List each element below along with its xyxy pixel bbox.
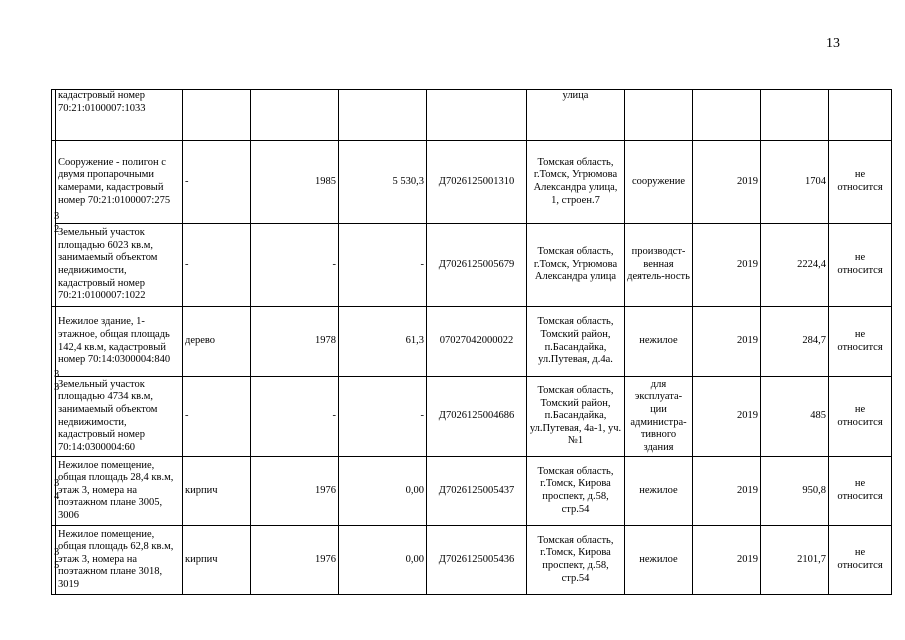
row-number-cell: 34: [52, 457, 56, 526]
inventory-number-cell: Д7026125005679: [427, 224, 527, 307]
note-cell: не относится: [829, 224, 892, 307]
registration-year-cell: 2019: [693, 307, 761, 377]
table-row: [52, 141, 892, 224]
material-cell: [183, 90, 251, 141]
purpose-cell: производст-венная деятель-ность: [625, 224, 693, 307]
purpose-cell: [625, 90, 693, 141]
year-cell: 1985: [251, 141, 339, 224]
year-cell: -: [251, 377, 339, 457]
book-value-cell: 5 530,3: [339, 141, 427, 224]
year-cell: 1976: [251, 457, 339, 526]
price-cell: 2101,7: [761, 526, 829, 595]
note-cell: не относится: [829, 307, 892, 377]
note-cell: не относится: [829, 141, 892, 224]
note-cell: не относится: [829, 526, 892, 595]
registration-year-cell: 2019: [693, 457, 761, 526]
purpose-cell: для эксплуата-ции администра-тивного здания: [625, 377, 693, 457]
inventory-number-cell: Д7026125004686: [427, 377, 527, 457]
material-cell: -: [183, 141, 251, 224]
address-cell: улица: [527, 90, 625, 141]
price-cell: 2224,4: [761, 224, 829, 307]
object-name-cell: Сооружение - полигон с двумя пропарочными камерами, кадастровый номер 70:21:0100007:275: [56, 141, 183, 224]
row-number-cell: 35: [52, 526, 56, 595]
price-cell: 950,8: [761, 457, 829, 526]
property-registry-table: [51, 89, 892, 595]
material-cell: кирпич: [183, 457, 251, 526]
object-name: кадастровый номер 70:21:0100007:1033: [58, 90, 146, 114]
object-name-cell: Нежилое здание, 1-этажное, общая площадь 142,4 кв.м, кадастровый номер 70:14:0300004:840: [56, 307, 183, 377]
purpose-cell: нежилое: [625, 457, 693, 526]
price-cell: [761, 90, 829, 141]
book-value-cell: -: [339, 377, 427, 457]
table-row: [52, 90, 892, 141]
note-cell: [829, 90, 892, 141]
material-cell: -: [183, 377, 251, 457]
inventory-number-cell: Д7026125001310: [427, 141, 527, 224]
address-cell: Томская область, Томский район, п.Басандайка, ул.Путевая, д.4а.: [527, 307, 625, 377]
inventory-number-cell: Д7026125005436: [427, 526, 527, 595]
page-number: 13: [826, 36, 840, 51]
address-cell: Томская область, г.Томск, Кирова проспект, д.58, стр.54: [527, 457, 625, 526]
row-number-cell: 32: [52, 141, 56, 307]
object-name-cell: Нежилое помещение, общая площадь 28,4 кв.м, этаж 3, номера на поэтажном плане 3005, 3006: [56, 457, 183, 526]
book-value-cell: 61,3: [339, 307, 427, 377]
inventory-number-cell: [427, 90, 527, 141]
material-cell: -: [183, 224, 251, 307]
object-name-cell: Нежилое помещение, общая площадь 62,8 кв.м, этаж 3, номера на поэтажном плане 3018, 3019: [56, 526, 183, 595]
purpose-cell: нежилое: [625, 526, 693, 595]
object-name-cell: [56, 90, 183, 141]
address-cell: Томская область, г.Томск, Кирова проспект, д.58, стр.54: [527, 526, 625, 595]
note-cell: не относится: [829, 377, 892, 457]
address-cell: Томская область, Томский район, п.Басандайка, ул.Путевая, 4а-1, уч.№1: [527, 377, 625, 457]
table-row: [52, 457, 892, 526]
book-value-cell: [339, 90, 427, 141]
table-row: [52, 307, 892, 377]
table-row: [52, 224, 892, 307]
material-cell: кирпич: [183, 526, 251, 595]
table-row: [52, 377, 892, 457]
material-cell: дерево: [183, 307, 251, 377]
address-cell: Томская область, г.Томск, Угрюмова Александра улица, 1, строен.7: [527, 141, 625, 224]
registration-year-cell: 2019: [693, 224, 761, 307]
price-cell: 284,7: [761, 307, 829, 377]
inventory-number-cell: Д7026125005437: [427, 457, 527, 526]
year-cell: -: [251, 224, 339, 307]
year-cell: 1978: [251, 307, 339, 377]
object-name-cell: Земельный участок площадью 6023 кв.м, занимаемый объектом недвижимости, кадастровый номер 70:21:0100007:1022: [56, 224, 183, 307]
table-row: [52, 526, 892, 595]
purpose-cell: нежилое: [625, 307, 693, 377]
registration-year-cell: 2019: [693, 526, 761, 595]
address-cell: Томская область, г.Томск, Угрюмова Александра улица: [527, 224, 625, 307]
book-value-cell: 0,00: [339, 457, 427, 526]
book-value-cell: 0,00: [339, 526, 427, 595]
year-cell: [251, 90, 339, 141]
note-cell: не относится: [829, 457, 892, 526]
inventory-number-cell: 07027042000022: [427, 307, 527, 377]
object-name-cell: Земельный участок площадью 4734 кв.м, занимаемый объектом недвижимости, кадастровый номер 70:14:0300004:60: [56, 377, 183, 457]
price-cell: 1704: [761, 141, 829, 224]
purpose-cell: сооружение: [625, 141, 693, 224]
row-number-cell: 33: [52, 307, 56, 457]
registration-year-cell: 2019: [693, 377, 761, 457]
registration-year-cell: 2019: [693, 141, 761, 224]
price-cell: 485: [761, 377, 829, 457]
year-cell: 1976: [251, 526, 339, 595]
book-value-cell: -: [339, 224, 427, 307]
registration-year-cell: [693, 90, 761, 141]
